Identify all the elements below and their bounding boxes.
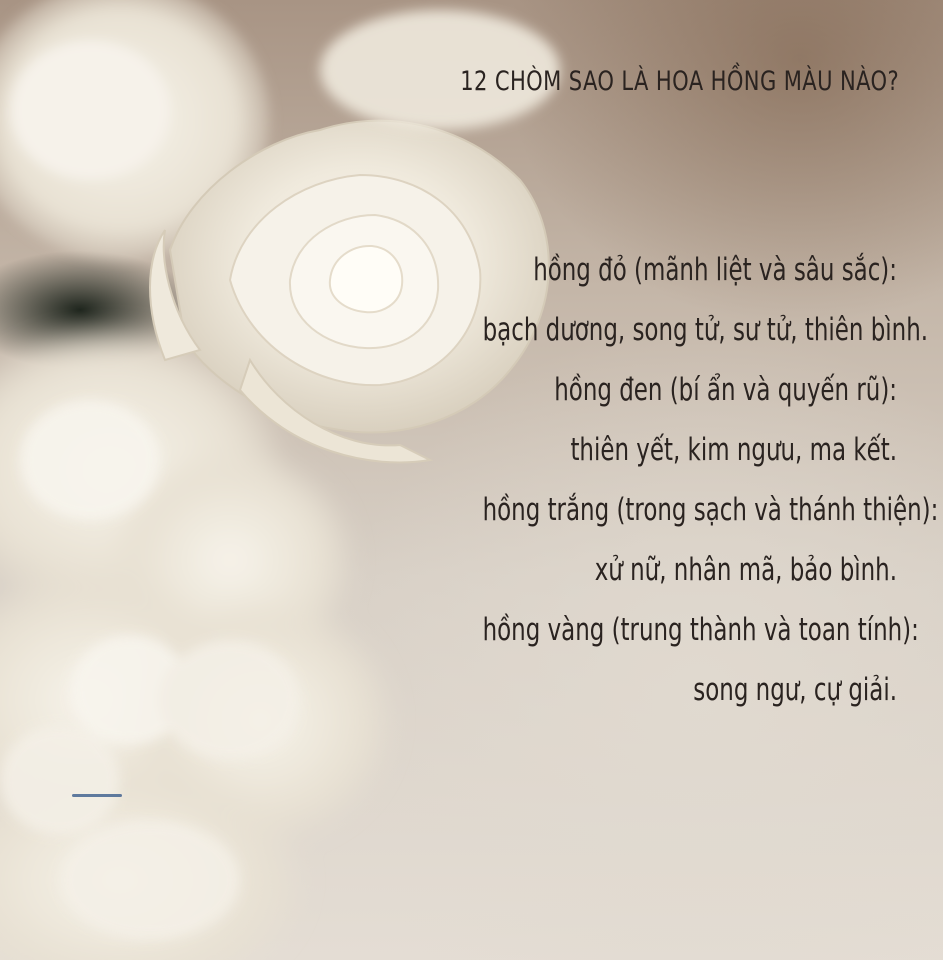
- blue-accent-mark: [72, 794, 122, 797]
- caption-title: 12 CHÒM SAO LÀ HOA HỒNG MÀU NÀO?: [460, 66, 900, 97]
- caption-lines: [337, 240, 939, 720]
- caption-line: hồng trắng (trong sạch và thánh thiện):: [482, 492, 939, 528]
- caption-line: xử nữ, nhân mã, bảo bình.: [594, 552, 897, 588]
- caption-line: hồng đen (bí ẩn và quyến rũ):: [554, 372, 897, 408]
- caption-line: song ngư, cự giải.: [693, 672, 897, 708]
- caption-line: hồng đỏ (mãnh liệt và sâu sắc):: [533, 252, 897, 288]
- caption-line: thiên yết, kim ngưu, ma kết.: [570, 432, 897, 468]
- caption-line: bạch dương, song tử, sư tử, thiên bình.: [482, 312, 929, 348]
- caption-text-block: [337, 62, 939, 720]
- caption-line: hồng vàng (trung thành và toan tính):: [482, 612, 919, 648]
